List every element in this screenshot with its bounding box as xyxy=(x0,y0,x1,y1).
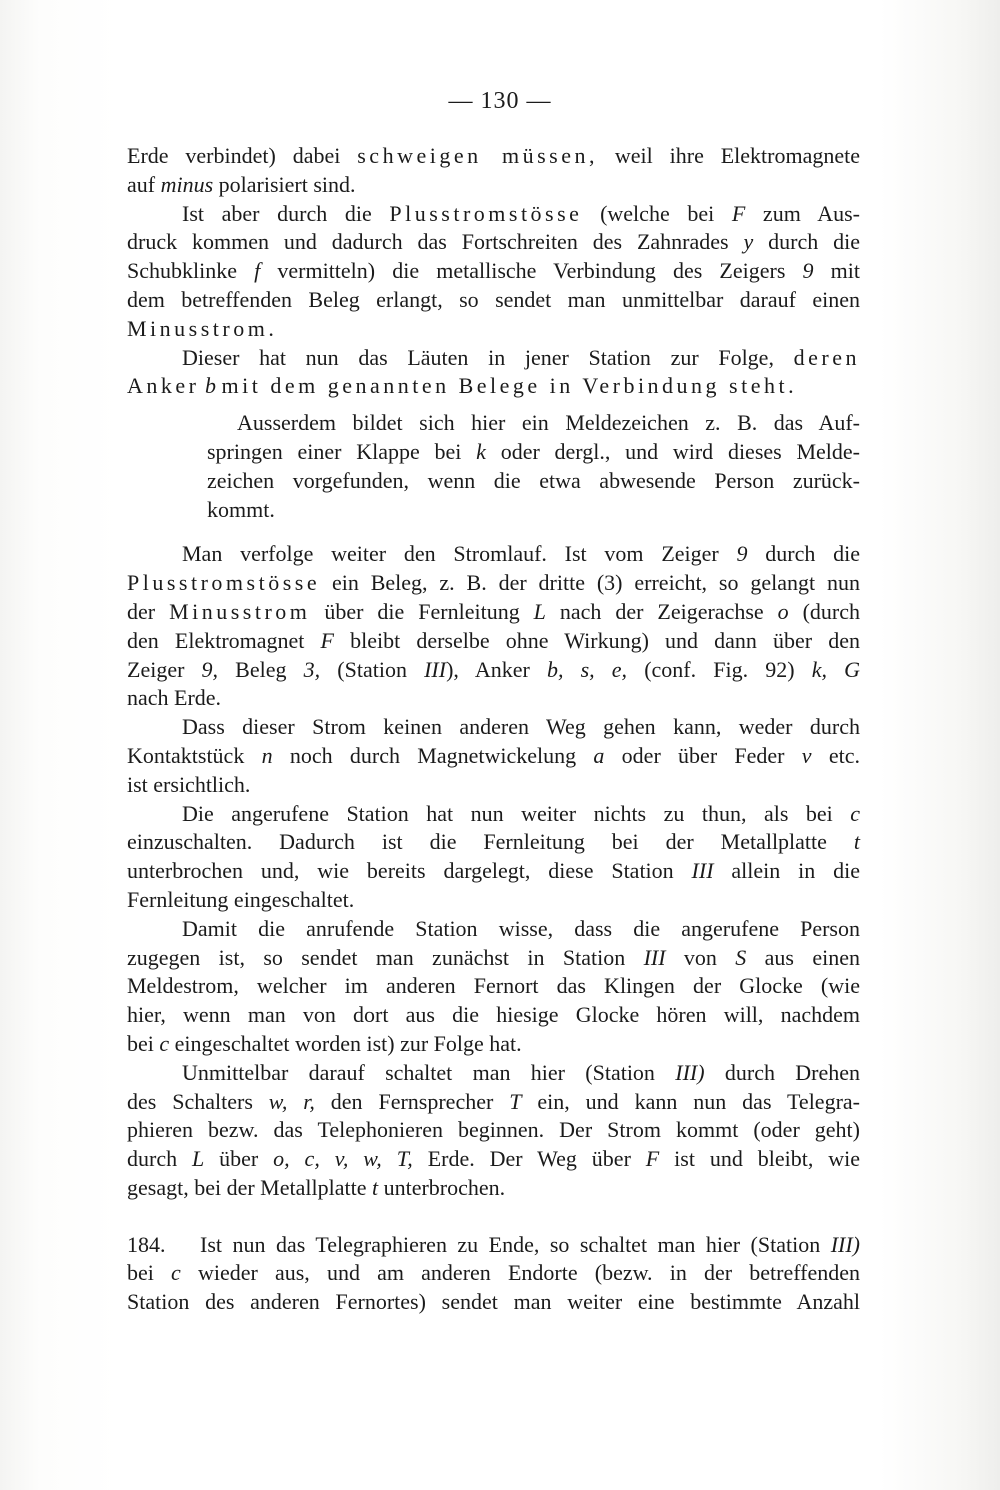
italic-symbol: c xyxy=(850,800,860,826)
text-line xyxy=(127,713,860,742)
italic-symbol: 9, xyxy=(201,656,219,682)
text-line xyxy=(127,344,860,373)
text-run: über xyxy=(204,1146,274,1172)
italic-symbol: 9 xyxy=(736,541,748,567)
italic-symbol: III xyxy=(424,656,447,682)
text-line xyxy=(127,771,860,800)
text-run: Dieser hat nun das Läuten in jener Station zur Folge, xyxy=(182,344,794,370)
text-run: wieder aus, und am anderen Endorte (bezw. in der betreffenden xyxy=(180,1260,860,1286)
text-line xyxy=(127,409,860,438)
text-run: Ausserdem bildet sich hier ein Meldezeichen z. B. das Auf- xyxy=(237,410,860,436)
italic-symbol: a xyxy=(593,742,605,768)
text-run: (durch xyxy=(788,598,860,624)
text-run: Die angerufene Station hat nun weiter nichts zu thun, als bei xyxy=(182,800,851,826)
text-run: gesagt, bei der Metallplatte xyxy=(127,1174,372,1200)
text-run: den Elektromagnet xyxy=(127,627,321,653)
text-run: zugegen ist, so sendet man zunächst in Station xyxy=(127,944,644,970)
italic-symbol: III xyxy=(691,858,714,884)
italic-symbol: f xyxy=(254,258,261,284)
italic-symbol: b, s, e, xyxy=(546,656,628,682)
text-run: unterbrochen und, wie bereits dargelegt, diese Station xyxy=(127,858,692,884)
text-line xyxy=(127,1145,860,1174)
spaced-emphasis: Minusstrom. xyxy=(127,315,278,341)
text-line xyxy=(127,1088,860,1117)
italic-symbol: o, c, v, w, T, xyxy=(273,1146,413,1172)
italic-symbol: 9 xyxy=(802,258,814,284)
text-run: ein Beleg, z. B. der dritte (3) erreicht, so gelangt nun xyxy=(320,570,860,596)
text-line xyxy=(127,438,860,467)
text-line xyxy=(127,972,860,1001)
text-run: aus einen xyxy=(746,944,860,970)
text-line xyxy=(127,598,860,627)
spaced-emphasis: schweigen müssen, xyxy=(357,143,598,168)
text-run: durch die xyxy=(753,229,860,255)
text-line xyxy=(127,886,860,915)
text-run: oder dergl., und wird dieses Melde- xyxy=(485,438,860,464)
italic-symbol: T xyxy=(509,1088,522,1114)
italic-symbol: b xyxy=(204,373,216,399)
text-run: unterbrochen. xyxy=(378,1174,506,1200)
text-line xyxy=(127,1231,860,1260)
text-run: Man verfolge weiter den Stromlauf. Ist vom Zeiger xyxy=(182,541,737,567)
text-line xyxy=(127,915,860,944)
italic-symbol: t xyxy=(371,1174,379,1200)
text-run: Ist aber durch die xyxy=(182,200,390,226)
text-line xyxy=(127,656,860,685)
text-run: den Fernsprecher xyxy=(314,1088,510,1114)
text-line xyxy=(127,142,860,171)
text-run: Station des anderen Fernortes) sendet man weiter eine bestimmte Anzahl xyxy=(127,1289,860,1315)
italic-symbol: n xyxy=(261,742,273,768)
text-run: Unmittelbar darauf schaltet man hier (Station xyxy=(182,1059,676,1085)
text-run: ), Anker xyxy=(446,656,547,682)
spaced-emphasis: Plusstromstösse xyxy=(127,570,321,596)
text-run: phieren bezw. das Telephonieren beginnen. Der Strom kommt (oder geht) xyxy=(127,1117,860,1143)
text-run: mit xyxy=(813,258,860,284)
text-line xyxy=(127,569,860,598)
italic-symbol: y xyxy=(743,229,754,255)
text-run: Dass dieser Strom keinen anderen Weg gehen kann, weder durch xyxy=(182,714,860,740)
italic-symbol: c xyxy=(171,1260,181,1286)
text-run: Ist nun das Telegraphieren zu Ende, so schaltet man hier (Station xyxy=(200,1231,831,1257)
text-run: hier, wenn man von dort aus die hiesige Glocke hören will, nachdem xyxy=(127,1002,860,1028)
text-run: zeichen vorgefunden, wenn die etwa abwesende Person zurück- xyxy=(207,467,860,493)
text-run: noch durch Magnetwickelung xyxy=(272,742,594,768)
spaced-emphasis: mit dem genannten Belege in Verbindung steht. xyxy=(221,373,798,399)
text-run: über die Fernleitung xyxy=(310,598,534,624)
text-run: allein in die xyxy=(713,858,860,884)
text-line xyxy=(127,944,860,973)
text-run: Damit die anrufende Station wisse, dass die angerufene Person xyxy=(182,915,860,941)
section-number: 184. xyxy=(127,1231,166,1257)
text-line xyxy=(127,467,860,496)
spaced-emphasis: Minusstrom xyxy=(169,598,311,624)
italic-symbol: minus xyxy=(160,171,214,197)
text-line xyxy=(127,286,860,315)
text-run: durch die xyxy=(747,541,860,567)
text-run: weil ihre Elektromagnete xyxy=(598,143,861,168)
text-run: einzuschalten. Dadurch ist die Fernleitung bei der Metallplatte xyxy=(127,829,854,855)
text-run: des Schalters xyxy=(127,1088,269,1114)
text-run: nach Erde. xyxy=(127,685,222,711)
text-run: Kontaktstück xyxy=(127,742,262,768)
text-line xyxy=(127,684,860,713)
text-run: (conf. Fig. 92) xyxy=(627,656,812,682)
text-run: auf xyxy=(127,171,161,197)
text-line xyxy=(127,171,860,200)
page-number: — 130 — xyxy=(448,88,552,114)
italic-symbol: L xyxy=(192,1146,205,1172)
spaced-emphasis: deren xyxy=(793,344,860,370)
text-run: Meldestrom, welcher im anderen Fernort das Klingen der Glocke (wie xyxy=(127,973,860,999)
text-run: Schubklinke xyxy=(127,258,255,284)
text-run: ist ersichtlich. xyxy=(127,771,251,797)
text-line xyxy=(127,315,860,344)
text-run: druck kommen und dadurch das Fortschreiten des Zahnrades xyxy=(127,229,744,255)
text-run: zum Aus- xyxy=(745,200,860,226)
text-line xyxy=(127,1174,860,1203)
italic-symbol: L xyxy=(533,598,546,624)
text-run: bei xyxy=(127,1260,172,1286)
italic-symbol: III) xyxy=(675,1059,705,1085)
italic-symbol: w, r, xyxy=(268,1088,315,1114)
text-run: vermitteln) die metallische Verbindung des Zeigers xyxy=(260,258,803,284)
text-run: oder über Feder xyxy=(604,742,802,768)
text-run: ein, und kann nun das Telegra- xyxy=(521,1088,860,1114)
text-run: von xyxy=(665,944,736,970)
text-line xyxy=(127,742,860,771)
italic-symbol: 3, xyxy=(303,656,321,682)
text-line xyxy=(127,257,860,286)
italic-symbol: S xyxy=(735,944,747,970)
italic-symbol: F xyxy=(645,1146,660,1172)
text-line xyxy=(127,200,860,229)
text-line xyxy=(127,1288,860,1317)
text-run: polarisiert sind. xyxy=(213,171,356,197)
text-line xyxy=(127,1001,860,1030)
text-run: dem betreffenden Beleg erlangt, so sendet man unmittelbar darauf einen xyxy=(127,286,860,312)
text-line xyxy=(127,828,860,857)
text-line xyxy=(127,857,860,886)
italic-symbol: v xyxy=(801,742,812,768)
text-line xyxy=(127,228,860,257)
text-run: etc. xyxy=(811,742,860,768)
italic-symbol: k xyxy=(476,438,486,464)
text-run: Beleg xyxy=(218,656,304,682)
text-line xyxy=(127,1030,860,1059)
text-run: (Station xyxy=(320,656,425,682)
text-run: eingeschaltet worden ist) zur Folge hat. xyxy=(169,1030,522,1056)
spaced-emphasis: Anker xyxy=(127,373,200,399)
text-run: durch Drehen xyxy=(704,1059,861,1085)
text-line xyxy=(127,540,860,569)
text-run: Erde verbindet) dabei xyxy=(127,143,358,168)
text-run: kommt. xyxy=(207,496,275,522)
text-line xyxy=(127,1116,860,1145)
text-run: (welche bei xyxy=(582,200,732,226)
italic-symbol: t xyxy=(853,829,860,855)
text-line xyxy=(127,496,860,525)
text-run: Fernleitung eingeschaltet. xyxy=(127,886,355,912)
text-run: bei xyxy=(127,1030,160,1056)
italic-symbol: III) xyxy=(830,1231,860,1257)
italic-symbol: III xyxy=(643,944,666,970)
text-run: ist und bleibt, wie xyxy=(659,1146,861,1172)
italic-symbol: F xyxy=(731,200,746,226)
text-line xyxy=(127,1059,860,1088)
text-run: springen einer Klappe bei xyxy=(207,438,477,464)
italic-symbol: o xyxy=(777,598,789,624)
text-line xyxy=(127,627,860,656)
text-line xyxy=(127,800,860,829)
text-run: der xyxy=(127,598,170,624)
text-run: Zeiger xyxy=(127,656,202,682)
body-text xyxy=(127,142,860,1317)
text-line xyxy=(127,372,860,401)
text-run: nach der Zeigerachse xyxy=(545,598,778,624)
spaced-emphasis: Plusstromstösse xyxy=(389,200,583,226)
italic-symbol: k, G xyxy=(811,656,861,682)
text-run: Erde. Der Weg über xyxy=(412,1146,646,1172)
text-run: bleibt derselbe ohne Wirkung) und dann über den xyxy=(333,627,861,653)
italic-symbol: F xyxy=(320,627,334,653)
italic-symbol: c xyxy=(159,1030,170,1056)
text-line xyxy=(127,1259,860,1288)
text-run: durch xyxy=(127,1146,192,1172)
